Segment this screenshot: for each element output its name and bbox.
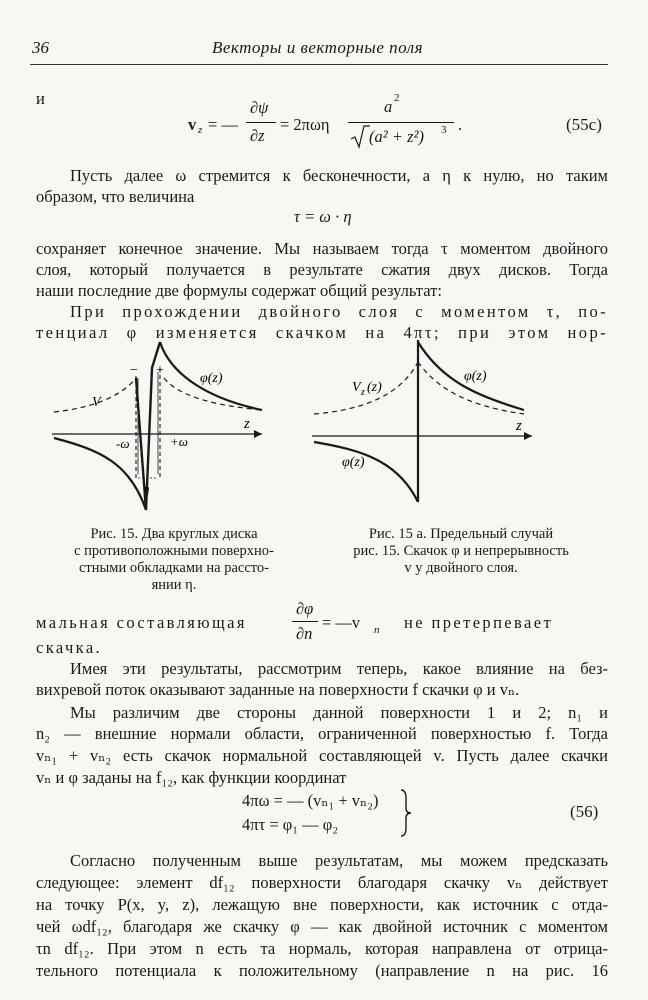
formula-55c-number: (55c) (566, 115, 602, 134)
para7-line3: на точку P(x, y, z), лежащую вне поверхности, как источник с отда- (36, 895, 608, 914)
fig15a-phi-bottom-label: φ(z) (342, 455, 365, 470)
formula-55c-frac2-num-exp: 2 (394, 92, 400, 104)
para5-line1: Имея эти результаты, рассмотрим теперь, какое влияние на без- (70, 659, 608, 678)
formula-55c (188, 92, 468, 152)
fig15-v-label: V (92, 395, 101, 410)
para4-eq: = —v (322, 613, 361, 632)
para4-frac-den: ∂n (296, 624, 313, 643)
formula-56-line1: 4πω = — (vₙ₁ + vₙ₂) (242, 791, 379, 810)
formula-55c-frac2-num: a (384, 97, 393, 116)
header-rule (30, 64, 608, 65)
fig15a-caption-l2: рис. 15. Скачок φ и непрерывность (353, 543, 569, 559)
fig15a-v-curve-left (314, 362, 418, 414)
fig15-caption-l3: стными обкладками на рассто- (79, 560, 269, 576)
fig15-minus-label: − (130, 363, 138, 378)
para4-tail: не претерпевает (404, 613, 554, 632)
para2-line3: наши последние две формулы содержат общий результат: (36, 281, 442, 300)
fig15a-caption-l3: v у двойного слоя. (404, 560, 518, 576)
fig15-eta-label: η (144, 483, 150, 495)
para6-line3: vₙ₁ + vₙ₂ есть скачок нормальной составляющей v. Пусть далее скачки (36, 746, 608, 765)
formula-55c-frac2-den-exp: 3 (441, 124, 447, 136)
para1-line1: Пусть далее ω стремится к бесконечности, а η к нулю, но таким (70, 166, 608, 185)
fig15-phi-curve-left (54, 438, 146, 510)
fig15a-phi-top-label: φ(z) (464, 369, 487, 384)
formula-55c-frac1-num: ∂ψ (250, 98, 269, 117)
figure-15a (302, 336, 540, 506)
fig15a-caption-l1: Рис. 15 а. Предельный случай (368, 526, 554, 542)
para4-frac-num: ∂φ (296, 599, 314, 618)
fig15-caption-l1: Рис. 15. Два круглых диска (90, 526, 258, 542)
fig15-caption-l4: янии η. (151, 577, 197, 593)
formula-55c-lead: и (36, 89, 45, 108)
para1-line2: образом, что величина (36, 187, 195, 206)
formula-55c-tail: . (458, 115, 463, 134)
para3-line1: При прохождении двойного слоя с моментом τ, по- (70, 302, 608, 321)
para4-eq-sub: n (374, 624, 380, 636)
fig15-plus-label: + (156, 363, 164, 378)
para4-frac-bar (292, 621, 318, 622)
formula-55c-frac2-bar (348, 122, 454, 123)
fig15a-z-arrow (524, 432, 532, 440)
page-number: 36 (32, 38, 49, 57)
running-title: Векторы и векторные поля (212, 38, 424, 57)
fig15a-vz-label: V (352, 380, 361, 395)
para6-line4: vₙ и φ заданы на f₁₂, как функции координат (36, 768, 347, 787)
para7-line1: Согласно полученным выше результатам, мы можем предсказать (70, 851, 608, 870)
para2-line2: слоя, который получается в результате сжатия двух дисков. Тогда (36, 260, 608, 279)
formula-tau: τ = ω · η (294, 207, 352, 226)
fig15a-z-label: z (516, 418, 522, 434)
para5-line2: вихревой поток оказывают заданные на поверхности f скачки φ и vₙ. (36, 680, 520, 699)
para4-line2: скачка. (36, 638, 103, 657)
fig15-caption (56, 526, 292, 594)
fig15-z-label: z (244, 416, 250, 432)
formula-55c-eq2: = 2πωη (280, 115, 330, 134)
formula-56-brace (398, 788, 414, 838)
fig15-neg-omega-label: -ω (116, 436, 130, 451)
formula-55c-frac1-den: ∂z (250, 126, 265, 145)
para7-line6: тельного потенциала к положительному (направление n на рис. 16 (36, 961, 608, 980)
fig15a-phi-curve-left (314, 442, 418, 502)
fig15a-caption (336, 526, 586, 577)
sqrt-sign (350, 125, 370, 149)
formula-55c-frac2-den: (a² + z²) (369, 127, 424, 146)
formula-55c-eq1: = — (208, 115, 238, 134)
formula-55c-lhs-sub: z (198, 124, 203, 136)
para6-line1: Мы различим две стороны данной поверхности 1 и 2; n₁ и (70, 703, 608, 722)
formula-56-number: (56) (570, 802, 599, 821)
fig15-phi-label: φ(z) (200, 371, 223, 386)
fig15-pos-omega-label: +ω (170, 434, 188, 449)
para2-line1: сохраняет конечное значение. Мы называем тогда τ моментом двойного (36, 239, 608, 258)
figure-15 (30, 338, 300, 516)
fig15-z-arrow (254, 430, 262, 438)
para7-line2: следующее: элемент df₁₂ поверхности благодаря скачку vₙ действует (36, 873, 608, 892)
fig15-caption-l2: с противоположными поверхно- (74, 543, 274, 559)
fig15a-vz-arg: (z) (367, 380, 382, 395)
formula-55c-frac1-bar (246, 122, 276, 123)
fig15a-vz-sub: z (361, 387, 365, 398)
para7-line5: τn df₁₂. При этом n есть та нормаль, которая направлена от отрица- (36, 939, 608, 958)
formula-56-line2: 4πτ = φ₁ — φ₂ (242, 815, 339, 834)
formula-55c-lhs: v (188, 115, 197, 134)
para4-lead: мальная составляющая (36, 613, 247, 632)
para7-line4: чей ωdf₁₂, благодаря же скачку φ — как двойной источник с моментом (36, 917, 608, 936)
para3-line2: тенциал φ изменяется скачком на 4πτ; при этом нор- (36, 323, 608, 342)
para6-line2: n₂ — внешние нормали области, ограниченной поверхностью f. Тогда (36, 724, 608, 743)
